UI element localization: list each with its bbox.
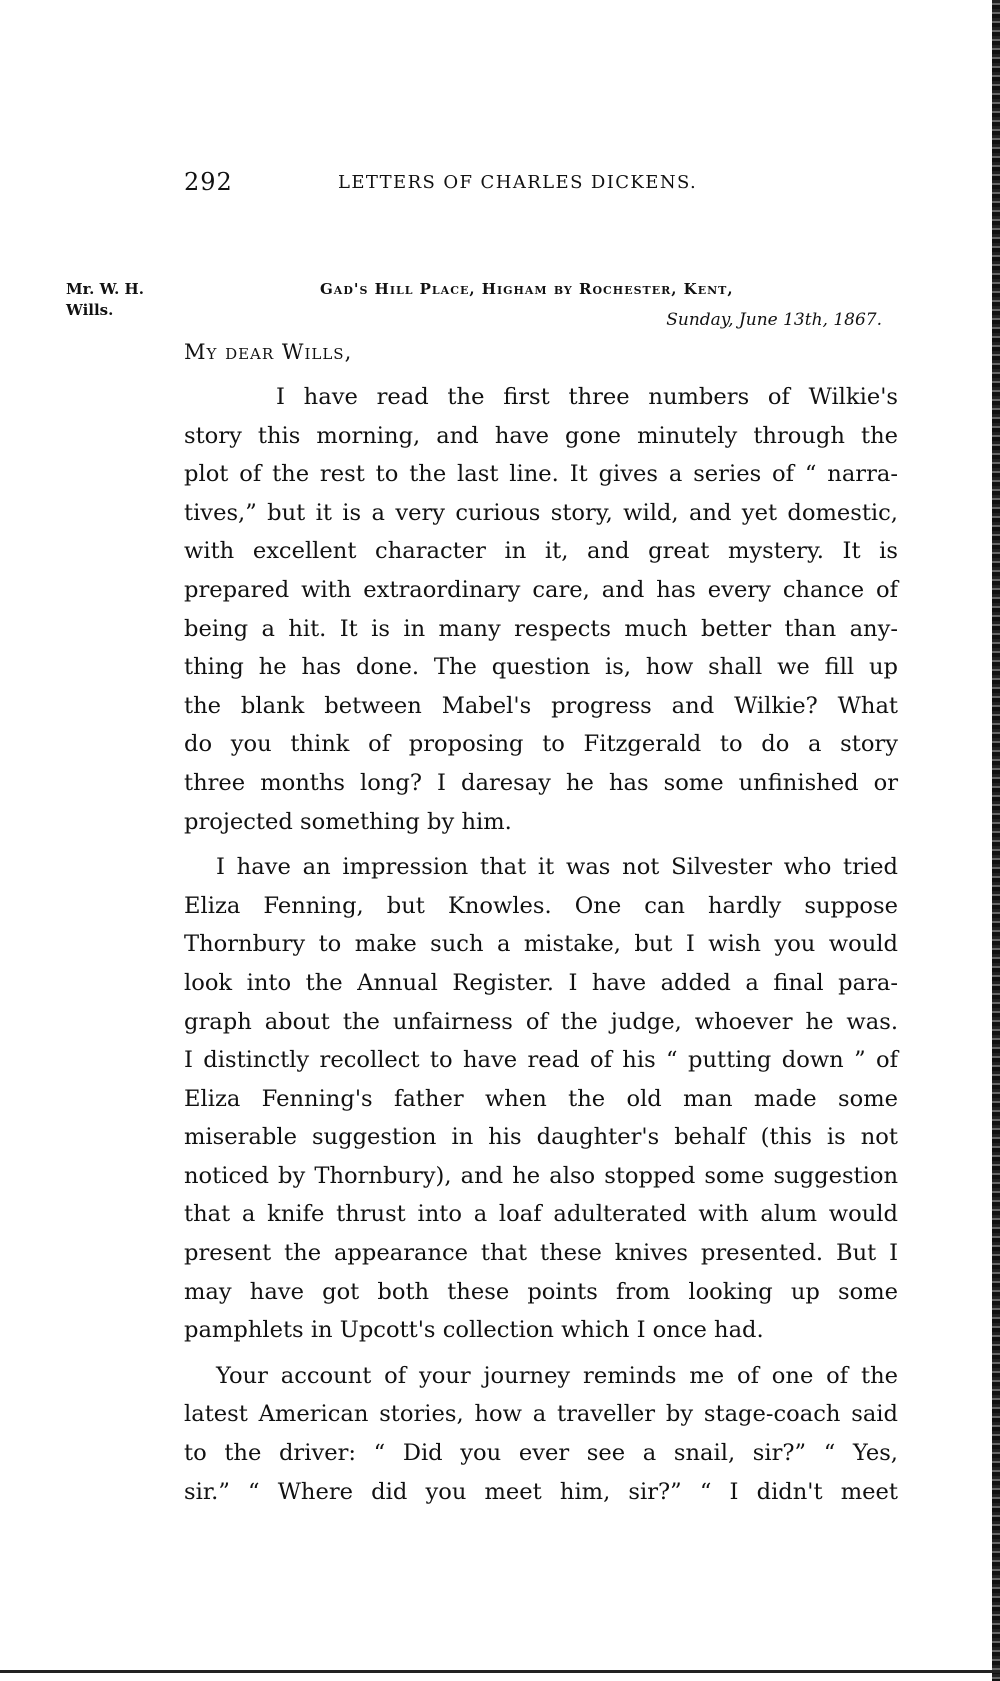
text-line: with excellent character in it, and great mystery. It is [184,538,898,565]
letter-body [184,378,898,1511]
text-line: look into the Annual Register. I have added a final para- [184,969,898,996]
text-line: may have got both these points from looking up some [184,1278,898,1305]
running-header [184,168,904,208]
text-line: Your account of your journey reminds me of one of the [216,1362,898,1389]
text-line: sir.” “ Where did you meet him, sir?” “ I didn't meet [184,1478,898,1505]
text-line: to the driver: “ Did you ever see a snail, sir?” “ Yes, [184,1440,898,1467]
running-title: LETTERS OF CHARLES DICKENS. [338,172,698,193]
page-edge-shadow [992,0,1000,1681]
text-line: miserable suggestion in his daughter's behalf (this is not [184,1124,898,1151]
letter-address: Gad's Hill Place, Higham by Rochester, Kent, [320,280,734,298]
text-line: I have read the first three numbers of Wilkie's [276,384,898,410]
text-line: Thornbury to make such a mistake, but I wish you would [184,931,898,958]
page-number: 292 [184,168,233,196]
text-line: tives,” but it is a very curious story, wild, and yet domestic, [184,499,898,526]
text-line: present the appearance that these knives presented. But I [184,1240,898,1267]
text-line: noticed by Thornbury), and he also stopped some suggestion [184,1162,898,1189]
text-line: pamphlets in Upcott's collection which I once had. [184,1317,764,1344]
text-line: being a hit. It is in many respects much better than any- [184,615,898,642]
dateline-text: Sunday, June 13th, 1867. [666,310,882,330]
paragraph-3 [184,1357,898,1511]
text-line: do you think of proposing to Fitzgerald to do a story [184,731,898,758]
margin-note-recipient [66,279,144,321]
margin-note-line: Wills. [66,301,114,319]
paragraph-1 [184,378,898,841]
text-line: plot of the rest to the last line. It gives a series of “ narra- [184,461,898,488]
bottom-scan-border [0,1670,1000,1673]
letter-salutation: My dear Wills, [184,340,353,364]
text-line: I have an impression that it was not Silvester who tried [216,854,898,881]
letter-dateline [666,310,882,330]
text-line: projected something by him. [184,808,512,835]
text-line: Eliza Fenning, but Knowles. One can hardly suppose [184,892,898,919]
paragraph-2 [184,848,898,1350]
text-line: I distinctly recollect to have read of his “ putting down ” of [184,1047,898,1074]
text-line: latest American stories, how a traveller by stage-coach said [184,1401,898,1428]
text-line: three months long? I daresay he has some unfinished or [184,769,898,796]
margin-note-line: Mr. W. H. [66,280,144,298]
text-line: graph about the unfairness of the judge, whoever he was. [184,1008,898,1035]
text-line: the blank between Mabel's progress and Wilkie? What [184,692,898,719]
text-line: that a knife thrust into a loaf adulterated with alum would [184,1201,898,1228]
text-line: prepared with extraordinary care, and has every chance of [184,576,898,603]
text-line: story this morning, and have gone minutely through the [184,422,898,449]
text-line: Eliza Fenning's father when the old man made some [184,1085,898,1112]
text-line: thing he has done. The question is, how shall we fill up [184,654,898,681]
